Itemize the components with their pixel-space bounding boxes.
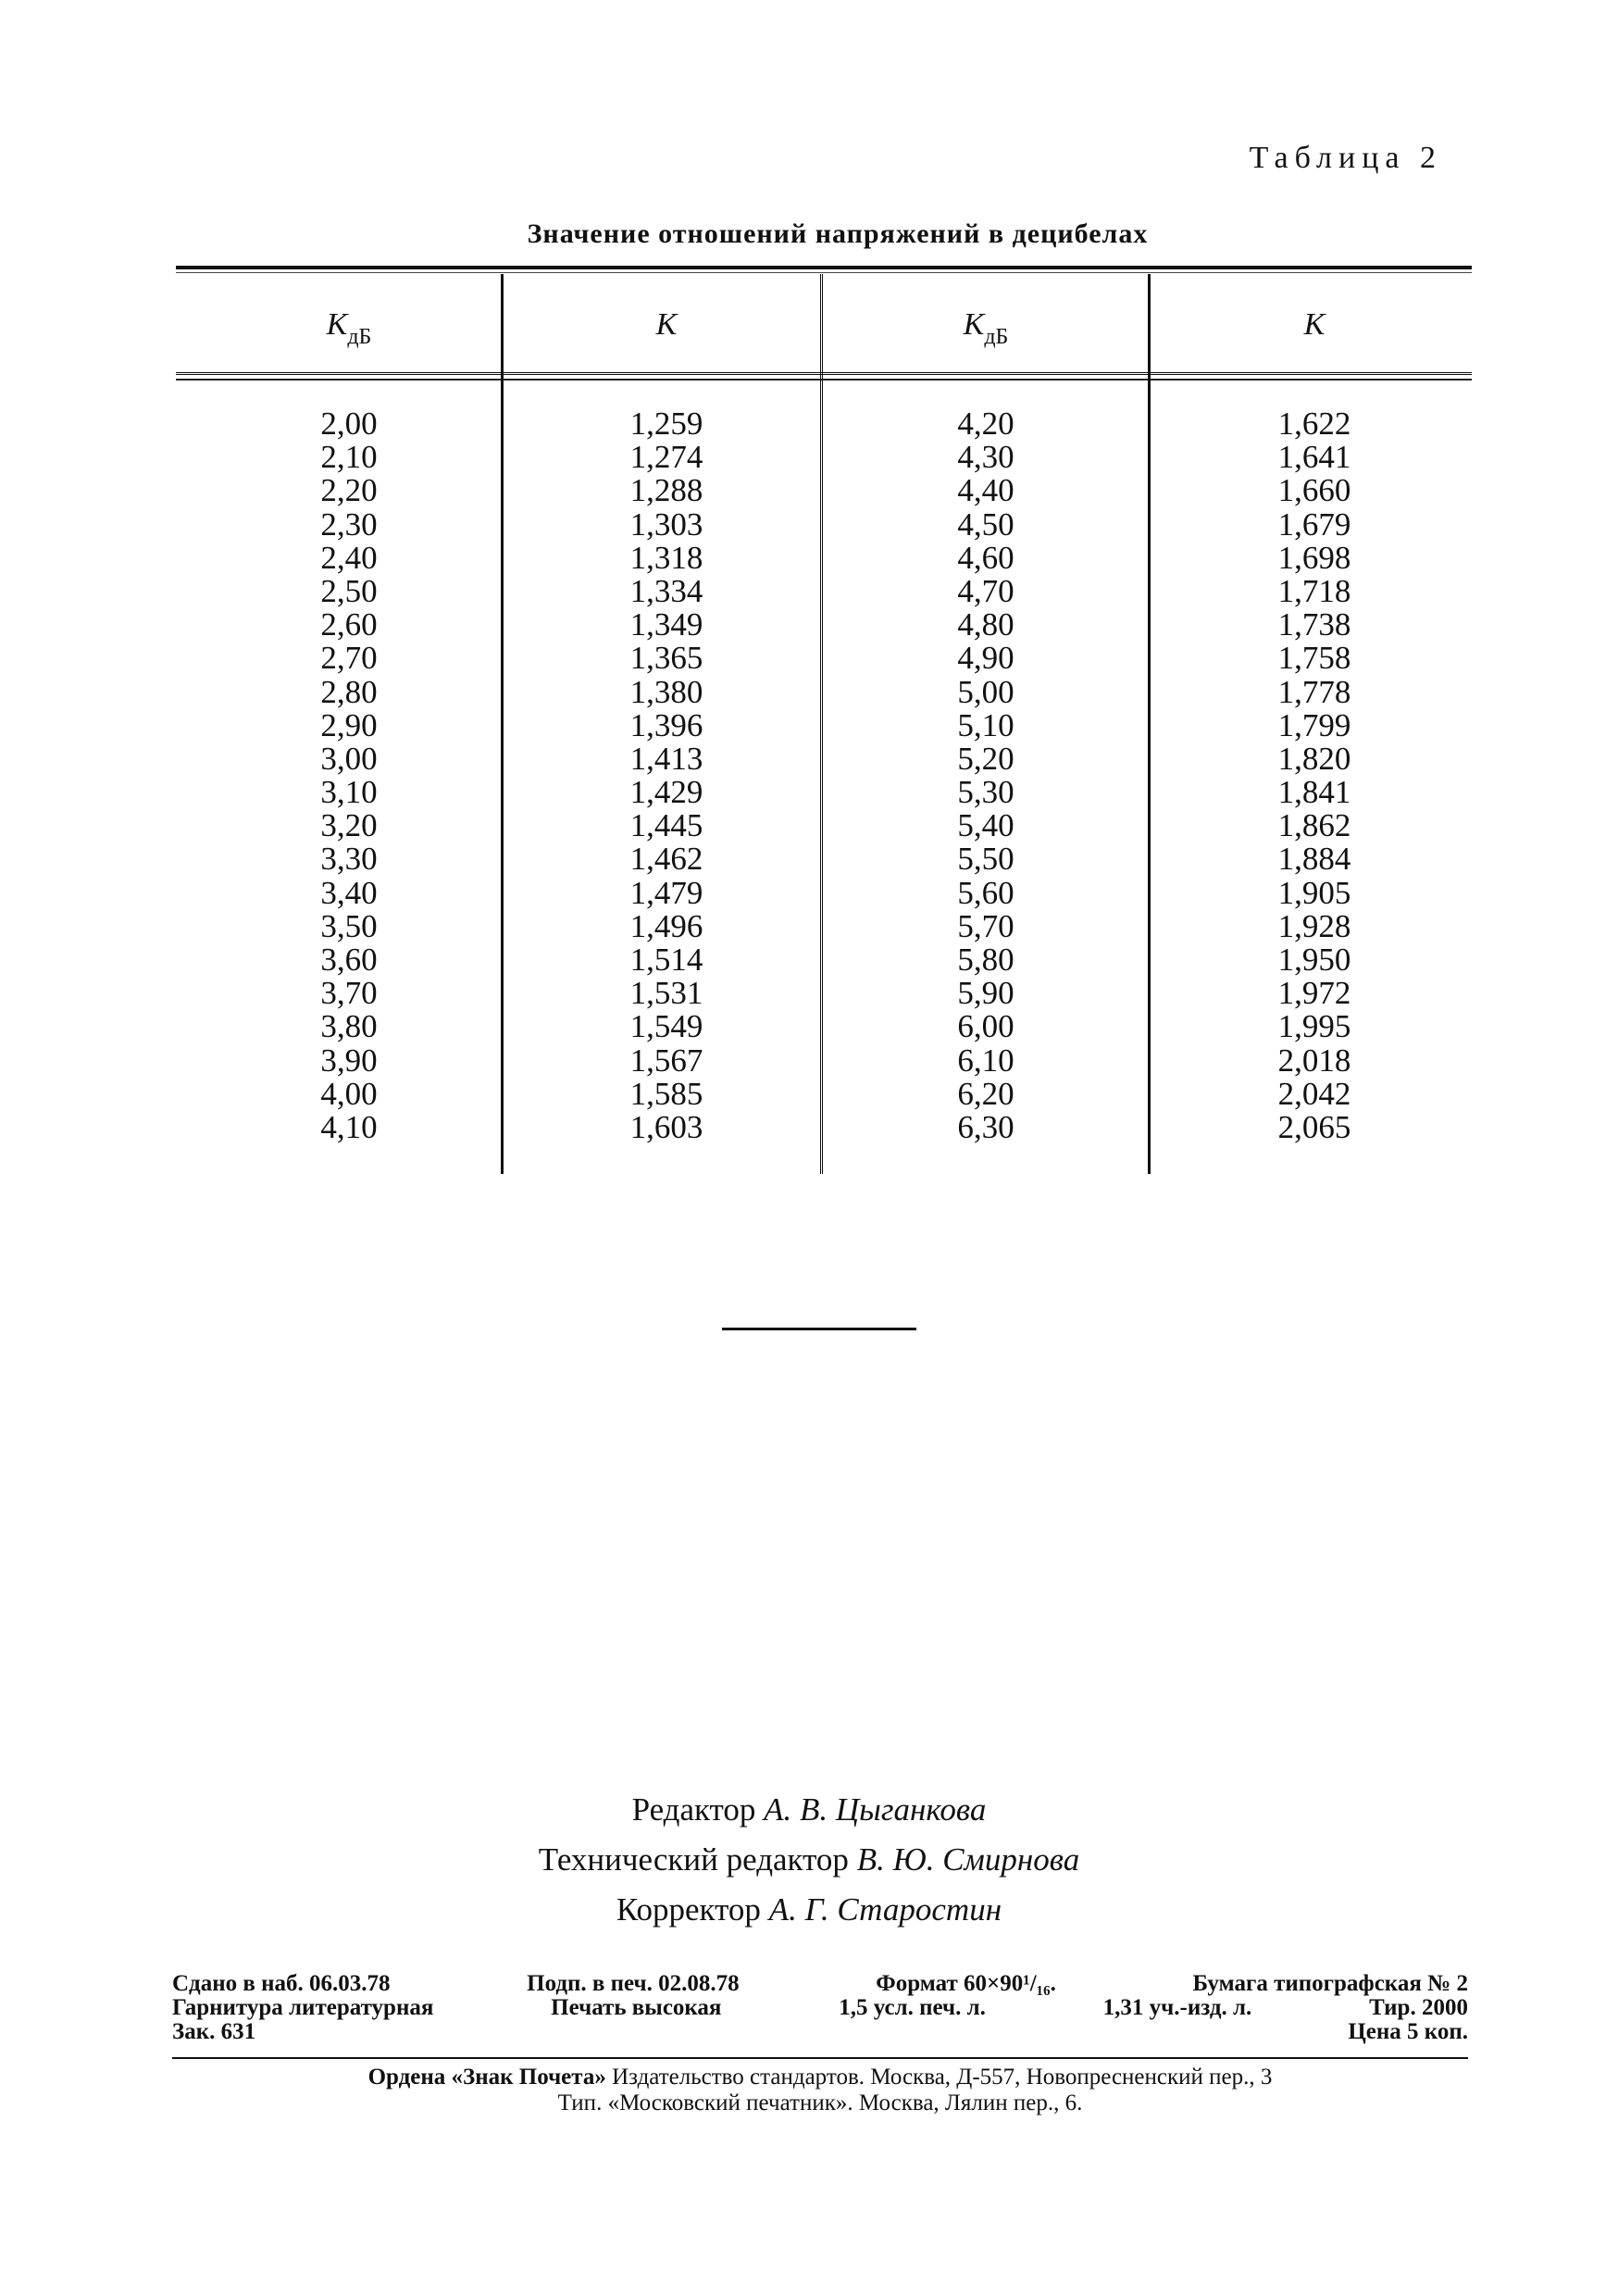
table-cell: 4,70 (957, 572, 1014, 609)
imprint-line: Гарнитура литературная Печать высокая 1,5 усл. печ. л. 1,31 уч.-изд. л. Тир. 2000 (172, 1995, 1468, 2020)
table-cell: 1,758 (1277, 640, 1351, 677)
table-cell: 4,90 (957, 640, 1014, 677)
table-cell: 5,20 (957, 740, 1014, 777)
table-cell: 1,862 (1277, 807, 1351, 844)
table-cell: 5,30 (957, 774, 1014, 811)
column-k-right (1162, 407, 1467, 1144)
table-top-rule (176, 266, 1472, 273)
header-k-left: K (655, 307, 678, 342)
table-cell: 1,884 (1277, 841, 1351, 878)
table-caption: Значение отношений напряжений в децибелах (527, 218, 1149, 249)
column-separator-double (820, 274, 827, 1174)
table-cell: 2,042 (1277, 1075, 1351, 1112)
table-cell: 1,972 (1277, 975, 1351, 1012)
table-cell: 1,950 (1277, 942, 1351, 978)
table-cell: 2,30 (320, 505, 378, 543)
table-cell: 1,396 (629, 706, 703, 743)
table-cell: 6,30 (957, 1108, 1014, 1145)
table-cell: 1,288 (629, 472, 703, 509)
header-kdb-left: $K_{дБ}$ (326, 307, 372, 349)
table-cell: 1,778 (1277, 673, 1351, 710)
table-cell: 1,603 (629, 1108, 703, 1145)
table-cell: 1,905 (1277, 874, 1351, 911)
table-cell: 5,70 (957, 907, 1014, 944)
table-cell: 4,30 (957, 439, 1014, 476)
table-cell: 5,90 (957, 975, 1014, 1012)
table-cell: 3,80 (320, 1008, 378, 1045)
table-cell: 2,40 (320, 539, 378, 576)
table-cell: 4,20 (957, 406, 1014, 442)
table-cell: 5,00 (957, 673, 1014, 710)
table-cell: 1,585 (629, 1075, 703, 1112)
table-cell: 3,10 (320, 774, 378, 811)
table-cell: 2,70 (320, 640, 378, 677)
section-divider (722, 1328, 916, 1330)
table-cell: 1,567 (629, 1042, 703, 1079)
table-cell: 2,50 (320, 572, 378, 609)
header-k-right: K (1303, 307, 1326, 342)
table-cell: 1,660 (1277, 472, 1351, 509)
table-cell: 3,00 (320, 740, 378, 777)
table-cell: 2,20 (320, 472, 378, 509)
table-cell: 1,738 (1277, 606, 1351, 643)
table-cell: 2,90 (320, 706, 378, 743)
table-cell: 1,698 (1277, 539, 1351, 576)
credits-block (0, 1785, 1618, 1935)
table-cell: 4,60 (957, 539, 1014, 576)
table-cell: 4,50 (957, 505, 1014, 543)
table-cell: 2,60 (320, 606, 378, 643)
table-cell: 1,413 (629, 740, 703, 777)
column-separator (1148, 274, 1151, 1174)
table-cell: 4,00 (320, 1075, 378, 1112)
table-cell: 2,018 (1277, 1042, 1351, 1079)
table-label: Таблица 2 (1249, 141, 1442, 175)
table-cell: 1,820 (1277, 740, 1351, 777)
table-cell: 5,80 (957, 942, 1014, 978)
table-cell: 3,70 (320, 975, 378, 1012)
table-cell: 3,90 (320, 1042, 378, 1079)
publisher-line: Ордена «Знак Почета» Издательство стандартов. Москва, Д-557, Новопресненский пер., 3 (367, 2065, 1273, 2090)
table-cell: 5,60 (957, 874, 1014, 911)
table-cell: 5,50 (957, 841, 1014, 878)
table-cell: 1,349 (629, 606, 703, 643)
table-cell: 5,10 (957, 706, 1014, 743)
table-cell: 1,679 (1277, 505, 1351, 543)
column-kdb-left (196, 407, 502, 1144)
column-kdb-right (833, 407, 1139, 1144)
table-cell: 1,462 (629, 841, 703, 878)
table-cell: 1,549 (629, 1008, 703, 1045)
table-cell: 1,445 (629, 807, 703, 844)
table-cell: 1,799 (1277, 706, 1351, 743)
imprint-block (172, 1972, 1468, 2044)
column-k-left (514, 407, 819, 1144)
table-cell: 1,496 (629, 907, 703, 944)
table-cell: 1,622 (1277, 406, 1351, 442)
table-cell: 1,641 (1277, 439, 1351, 476)
table-cell: 4,40 (957, 472, 1014, 509)
table-cell: 1,274 (629, 439, 703, 476)
table-cell: 3,50 (320, 907, 378, 944)
table-cell: 3,20 (320, 807, 378, 844)
table-cell: 1,429 (629, 774, 703, 811)
header-kdb-right: $K_{дБ}$ (963, 307, 1009, 349)
table-cell: 1,380 (629, 673, 703, 710)
imprint-line: Зак. 631 Цена 5 коп. (172, 2019, 1468, 2044)
table-cell: 3,30 (320, 841, 378, 878)
table-cell: 6,20 (957, 1075, 1014, 1112)
credit-tech-editor: Технический редактор В. Ю. Смирнова (538, 1841, 1080, 1878)
table-cell: 3,40 (320, 874, 378, 911)
table-cell: 1,841 (1277, 774, 1351, 811)
table-cell: 2,065 (1277, 1108, 1351, 1145)
table-cell: 1,531 (629, 975, 703, 1012)
table-cell: 3,60 (320, 942, 378, 978)
table-cell: 2,10 (320, 439, 378, 476)
imprint-line: Сдано в наб. 06.03.78 Подп. в печ. 02.08.78 Формат 60×90¹/₁₆. Бумага типографская № 2 (172, 1971, 1468, 1996)
table-cell: 4,80 (957, 606, 1014, 643)
table-cell: 1,928 (1277, 907, 1351, 944)
credit-editor: Редактор А. В. Цыганкова (631, 1791, 987, 1828)
table-cell: 1,995 (1277, 1008, 1351, 1045)
table-cell: 2,80 (320, 673, 378, 710)
table-cell: 1,514 (629, 942, 703, 978)
table-cell: 1,718 (1277, 572, 1351, 609)
table-cell: 1,318 (629, 539, 703, 576)
table-cell: 1,365 (629, 640, 703, 677)
table-cell: 5,40 (957, 807, 1014, 844)
table-cell: 6,00 (957, 1008, 1014, 1045)
imprint-rule (172, 2057, 1468, 2059)
table-cell: 1,334 (629, 572, 703, 609)
table-cell: 2,00 (320, 406, 378, 442)
credit-proofreader: Корректор А. Г. Старостин (616, 1891, 1002, 1928)
table-cell: 6,10 (957, 1042, 1014, 1079)
table-cell: 4,10 (320, 1108, 378, 1145)
table-cell: 1,303 (629, 505, 703, 543)
table-cell: 1,259 (629, 406, 703, 442)
publisher-block (172, 2065, 1468, 2116)
printer-line: Тип. «Московский печатник». Москва, Лялин пер., 6. (557, 2090, 1083, 2115)
table-cell: 1,479 (629, 874, 703, 911)
